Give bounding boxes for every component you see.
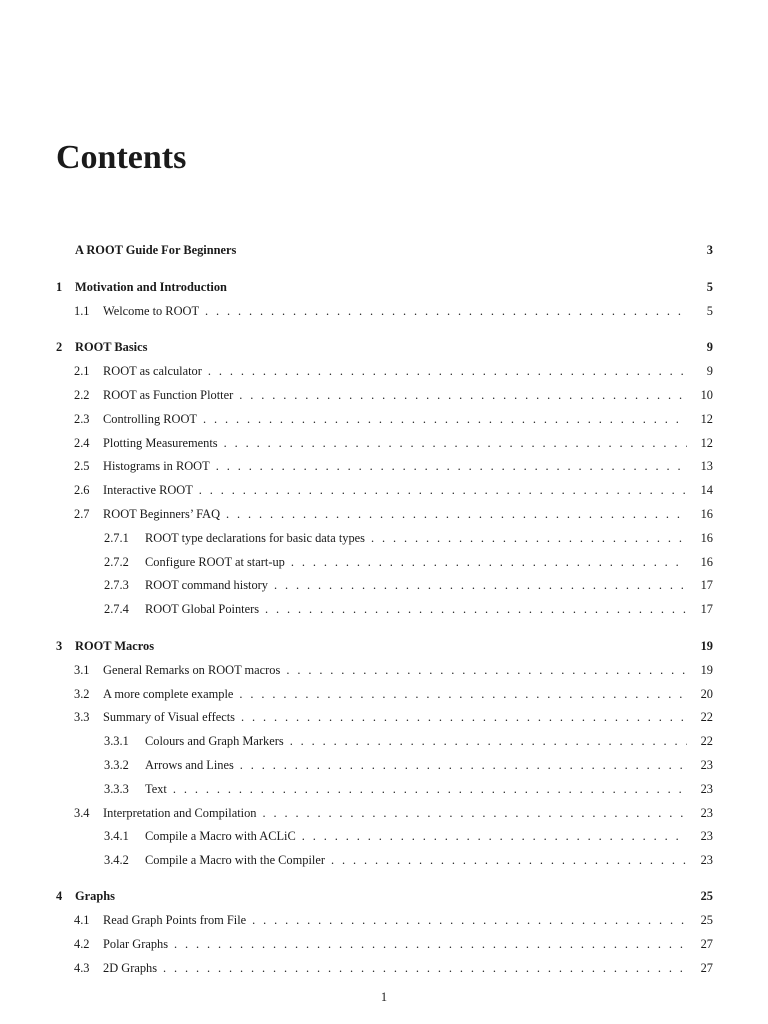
toc-entry-number: 4.3 xyxy=(74,961,90,975)
toc-entry-subsection[interactable] xyxy=(56,756,713,774)
toc-entry-page: 23 xyxy=(700,758,713,772)
toc-entry-label: Read Graph Points from File xyxy=(103,913,247,927)
toc-entry-number: 4.2 xyxy=(74,937,90,951)
toc-entry-section[interactable] xyxy=(56,481,713,499)
toc-entry-page: 19 xyxy=(700,663,713,677)
toc-entry-label: Interactive ROOT xyxy=(103,483,193,497)
toc-entry-label: ROOT as calculator xyxy=(103,364,202,378)
dot-leader xyxy=(240,756,687,774)
toc-entry-section[interactable] xyxy=(56,302,713,320)
toc-entry-label: Colours and Graph Markers xyxy=(145,734,284,748)
toc-entry-label: ROOT Macros xyxy=(75,639,155,653)
toc-entry-page: 25 xyxy=(700,913,713,927)
toc-entry-page: 16 xyxy=(700,507,713,521)
toc-entry-subsection[interactable] xyxy=(56,553,713,571)
toc-entry-page: 19 xyxy=(700,639,713,653)
dot-leader xyxy=(286,661,687,679)
toc-entry-page: 20 xyxy=(700,687,713,701)
toc-entry-page: 12 xyxy=(700,412,713,426)
toc-entry-chapter[interactable] xyxy=(56,241,713,259)
toc-entry-page: 23 xyxy=(700,782,713,796)
dot-leader xyxy=(302,827,687,845)
toc-entry-subsection[interactable] xyxy=(56,851,713,869)
toc-entry-section[interactable] xyxy=(56,959,713,977)
toc-entry-section[interactable] xyxy=(56,661,713,679)
toc-entry-number: 3.2 xyxy=(74,687,90,701)
toc-entry-number: 1 xyxy=(56,280,63,294)
toc-entry-number: 3.4 xyxy=(74,806,90,820)
toc-entry-number: 2.7.2 xyxy=(104,555,129,569)
toc-entry-label: Plotting Measurements xyxy=(103,436,218,450)
dot-leader xyxy=(203,410,687,428)
toc-entry-page: 5 xyxy=(706,280,713,294)
toc-entry-label: Text xyxy=(145,782,167,796)
toc-entry-number: 2.2 xyxy=(74,388,90,402)
toc-entry-page: 5 xyxy=(706,304,713,318)
dot-leader xyxy=(371,529,687,547)
toc-entry-number: 2.7.4 xyxy=(104,602,129,616)
toc-entry-number: 3.3 xyxy=(74,710,90,724)
dot-leader xyxy=(205,302,687,320)
toc-entry-page: 14 xyxy=(700,483,713,497)
page-number: 1 xyxy=(380,990,388,1004)
toc-entry-page: 12 xyxy=(700,436,713,450)
toc-entry-label: ROOT Basics xyxy=(75,340,148,354)
dot-leader xyxy=(265,600,687,618)
toc-entry-label: Arrows and Lines xyxy=(145,758,234,772)
toc-entry-page: 27 xyxy=(700,961,713,975)
dot-leader xyxy=(199,481,687,499)
toc-entry-label: Interpretation and Compilation xyxy=(103,806,257,820)
toc-entry-chapter[interactable] xyxy=(56,338,713,356)
toc-entry-number: 2 xyxy=(56,340,63,354)
toc-entry-section[interactable] xyxy=(56,457,713,475)
toc-entry-number: 2.4 xyxy=(74,436,90,450)
toc-entry-number: 2.7.1 xyxy=(104,531,129,545)
toc-entry-page: 23 xyxy=(700,853,713,867)
toc-entry-subsection[interactable] xyxy=(56,780,713,798)
dot-leader xyxy=(208,362,687,380)
toc-entry-label: Compile a Macro with the Compiler xyxy=(145,853,325,867)
toc-entry-section[interactable] xyxy=(56,911,713,929)
toc-entry-number: 3.1 xyxy=(74,663,90,677)
toc-entry-label: ROOT Beginners’ FAQ xyxy=(103,507,221,521)
toc-entry-section[interactable] xyxy=(56,362,713,380)
toc-entry-label: Polar Graphs xyxy=(103,937,169,951)
toc-entry-label: ROOT type declarations for basic data types xyxy=(145,531,365,545)
toc-entry-section[interactable] xyxy=(56,804,713,822)
table-of-contents xyxy=(56,0,713,1024)
toc-entry-number: 3.3.3 xyxy=(104,782,129,796)
toc-entry-section[interactable] xyxy=(56,434,713,452)
toc-entry-section[interactable] xyxy=(56,935,713,953)
dot-leader xyxy=(216,457,687,475)
dot-leader xyxy=(224,434,687,452)
toc-entry-page: 13 xyxy=(700,459,713,473)
toc-entry-number: 3.3.1 xyxy=(104,734,129,748)
toc-entry-section[interactable] xyxy=(56,685,713,703)
toc-entry-label: Graphs xyxy=(75,889,115,903)
toc-entry-section[interactable] xyxy=(56,386,713,404)
toc-entry-chapter[interactable] xyxy=(56,887,713,905)
dot-leader xyxy=(331,851,687,869)
toc-entry-number: 4.1 xyxy=(74,913,90,927)
toc-entry-page: 17 xyxy=(700,578,713,592)
toc-entry-page: 27 xyxy=(700,937,713,951)
toc-entry-chapter[interactable] xyxy=(56,278,713,296)
dot-leader xyxy=(239,685,687,703)
toc-entry-page: 22 xyxy=(700,710,713,724)
toc-entry-number: 4 xyxy=(56,889,63,903)
toc-entry-page: 3 xyxy=(706,243,713,257)
dot-leader xyxy=(173,780,687,798)
toc-entry-number: 3.4.1 xyxy=(104,829,129,843)
toc-entry-number: 2.5 xyxy=(74,459,90,473)
toc-entry-section[interactable] xyxy=(56,505,713,523)
toc-entry-label: General Remarks on ROOT macros xyxy=(103,663,281,677)
toc-entry-number: 3.3.2 xyxy=(104,758,129,772)
toc-entry-page: 9 xyxy=(706,364,713,378)
toc-entry-label: Histograms in ROOT xyxy=(103,459,210,473)
toc-entry-label: Controlling ROOT xyxy=(103,412,197,426)
toc-entry-number: 2.7.3 xyxy=(104,578,129,592)
toc-entry-label: ROOT Global Pointers xyxy=(145,602,260,616)
toc-entry-section[interactable] xyxy=(56,410,713,428)
toc-entry-section[interactable] xyxy=(56,708,713,726)
toc-entry-page: 25 xyxy=(700,889,713,903)
dot-leader xyxy=(262,804,687,822)
toc-entry-label: A ROOT Guide For Beginners xyxy=(75,243,237,257)
dot-leader xyxy=(239,386,687,404)
toc-entry-label: ROOT as Function Plotter xyxy=(103,388,234,402)
toc-entry-label: Motivation and Introduction xyxy=(75,280,227,294)
toc-entry-label: A more complete example xyxy=(103,687,234,701)
toc-entry-subsection[interactable] xyxy=(56,529,713,547)
dot-leader xyxy=(252,911,687,929)
dot-leader xyxy=(274,576,687,594)
toc-entry-label: Summary of Visual effects xyxy=(103,710,235,724)
dot-leader xyxy=(163,959,687,977)
toc-entry-page: 10 xyxy=(700,388,713,402)
toc-entry-subsection[interactable] xyxy=(56,576,713,594)
toc-entry-page: 17 xyxy=(700,602,713,616)
toc-entry-label: Compile a Macro with ACLiC xyxy=(145,829,296,843)
toc-entry-page: 16 xyxy=(700,531,713,545)
toc-entry-label: ROOT command history xyxy=(145,578,268,592)
dot-leader xyxy=(226,505,687,523)
toc-entry-number: 2.3 xyxy=(74,412,90,426)
toc-entry-subsection[interactable] xyxy=(56,600,713,618)
toc-entry-page: 9 xyxy=(706,340,713,354)
toc-entry-subsection[interactable] xyxy=(56,827,713,845)
toc-entry-subsection[interactable] xyxy=(56,732,713,750)
page-title: Contents xyxy=(56,139,187,176)
dot-leader xyxy=(291,553,687,571)
dot-leader xyxy=(174,935,687,953)
toc-entry-chapter[interactable] xyxy=(56,637,713,655)
toc-entry-label: 2D Graphs xyxy=(103,961,158,975)
dot-leader xyxy=(241,708,687,726)
toc-entry-number: 2.1 xyxy=(74,364,90,378)
toc-entry-label: Welcome to ROOT xyxy=(103,304,200,318)
toc-entry-page: 16 xyxy=(700,555,713,569)
toc-entry-number: 2.7 xyxy=(74,507,90,521)
toc-entry-number: 3 xyxy=(56,639,63,653)
toc-entry-number: 3.4.2 xyxy=(104,853,129,867)
toc-entry-number: 1.1 xyxy=(74,304,90,318)
toc-entry-page: 23 xyxy=(700,829,713,843)
toc-entry-page: 23 xyxy=(700,806,713,820)
toc-entry-number: 2.6 xyxy=(74,483,90,497)
toc-entry-page: 22 xyxy=(700,734,713,748)
toc-entry-label: Configure ROOT at start-up xyxy=(145,555,285,569)
dot-leader xyxy=(290,732,687,750)
